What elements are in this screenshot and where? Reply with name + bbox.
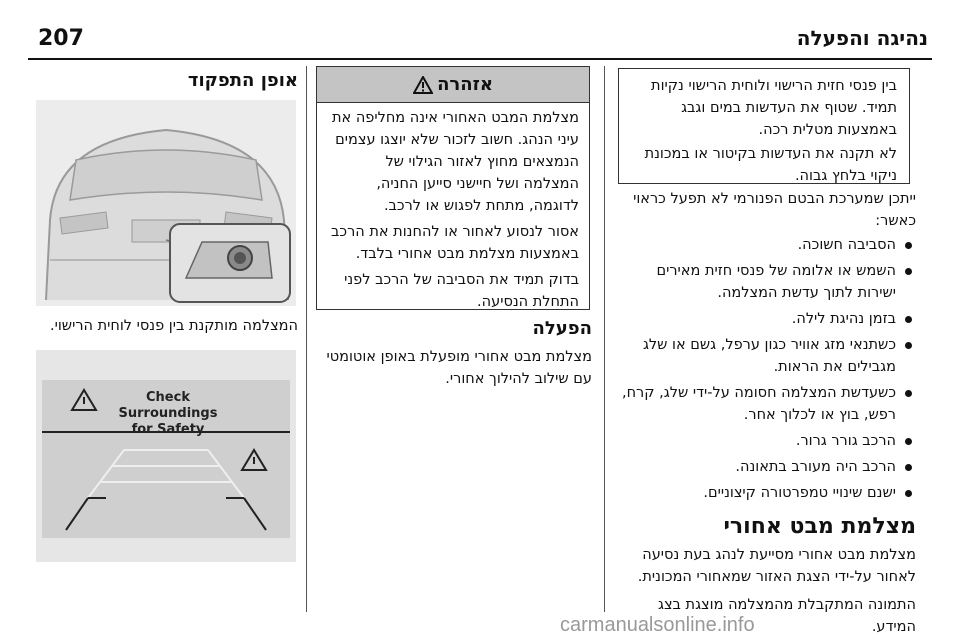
list-item: כשעדשת המצלמה חסומה על-ידי שלג, קרח, רפש, בוץ או לכלוך אחר. <box>614 382 916 426</box>
activation-text: מצלמת מבט אחורי מופעלת באופן אוטומטי עם שילוב להילוך אחורי. <box>326 349 592 387</box>
limitations-intro: ייתכן שמערכת הבטם הפנורמי לא תפעל כראוי כאשר: <box>633 191 916 229</box>
lens-care-note-2: לא תקנה את העדשות בקיטור או במכונת ניקוי בלחץ גבוה. <box>644 146 897 184</box>
list-item: השמש או אלומה של פנסי חזית מאירים ישירות לתוך עדשת המצלמה. <box>614 260 916 304</box>
page-header <box>28 22 932 58</box>
column-divider-right <box>604 66 605 612</box>
limitations-list <box>614 234 916 504</box>
list-item: הרכב גורר גרור. <box>614 430 916 452</box>
caution-paragraph-3: בדוק תמיד את הסביבה של הרכב לפני התחלת הנסיעה. <box>344 272 579 310</box>
caution-paragraph-1: מצלמת המבט האחורי אינה מחליפה את עיני הנהג. חשוב לזכור שלא יוצגו עצמים הנמצאים מחוץ לאזור הגילוי של המצלמה ושל חיישני סייען החניה, לדוגמה, מתחת לפגוש או לרכב. <box>331 110 579 214</box>
rear-view-message-line1: Check Surroundings <box>118 390 218 421</box>
right-column <box>614 188 916 638</box>
watermark: carmanualsonline.info <box>560 614 755 636</box>
camera-location-illustration <box>36 100 296 306</box>
lens-care-note-1: בין פנסי חזית הרישוי ולוחית הרישוי נקיות תמיד. שטוף את העדשות במים וגבג באמצעות מטלית רכה. <box>651 78 897 138</box>
section-title: נהיגה והפעלה <box>796 26 928 50</box>
rear-view-message-line2: for Safety <box>131 422 205 437</box>
caution-title: אזהרה <box>437 74 493 95</box>
rear-camera-paragraph-1: מצלמת מבט אחורי מסייעת לנהג בעת נסיעה לאחור על-ידי הצגת האזור שמאחורי המכונית. <box>637 547 916 585</box>
rear-view-message <box>98 390 238 438</box>
list-item: ישנם שינויי טמפרטורה קיצוניים. <box>614 482 916 504</box>
column-divider-left <box>306 66 307 612</box>
list-item: כשתנאי מזג אוויר כגון ערפל, גשם או שלג מגבילים את הראות. <box>614 334 916 378</box>
warning-triangle-icon <box>413 76 433 94</box>
lens-care-note-box <box>618 68 910 184</box>
caution-header <box>317 67 589 103</box>
camera-location-figure <box>36 100 296 306</box>
activation-heading: הפעלה <box>532 318 592 339</box>
list-item: בזמן נהיגת לילה. <box>614 308 916 330</box>
caution-body <box>317 103 589 317</box>
rear-view-screen <box>42 380 290 538</box>
middle-column <box>316 316 592 390</box>
caution-paragraph-2: אסור לנסוע לאחור או להחנות את הרכב באמצעות מצלמת מבט אחורי בלבד. <box>331 224 579 262</box>
list-item: הרכב היה מעורב בתאונה. <box>614 456 916 478</box>
rear-camera-paragraph-2: התמונה המתקבלת מהמצלמה מוצגת בצג המידע. <box>657 597 916 635</box>
list-item: הסביבה חשוכה. <box>614 234 916 256</box>
page-number: 207 <box>38 26 84 51</box>
header-divider <box>28 58 932 60</box>
caution-box <box>316 66 590 310</box>
camera-location-caption: המצלמה מותקנת בין פנסי לוחית הרישוי. <box>50 318 298 334</box>
function-heading: אופן התפקוד <box>187 70 298 91</box>
rear-camera-heading: מצלמת מבט אחורי <box>723 514 916 539</box>
rear-view-display-figure <box>36 350 296 562</box>
